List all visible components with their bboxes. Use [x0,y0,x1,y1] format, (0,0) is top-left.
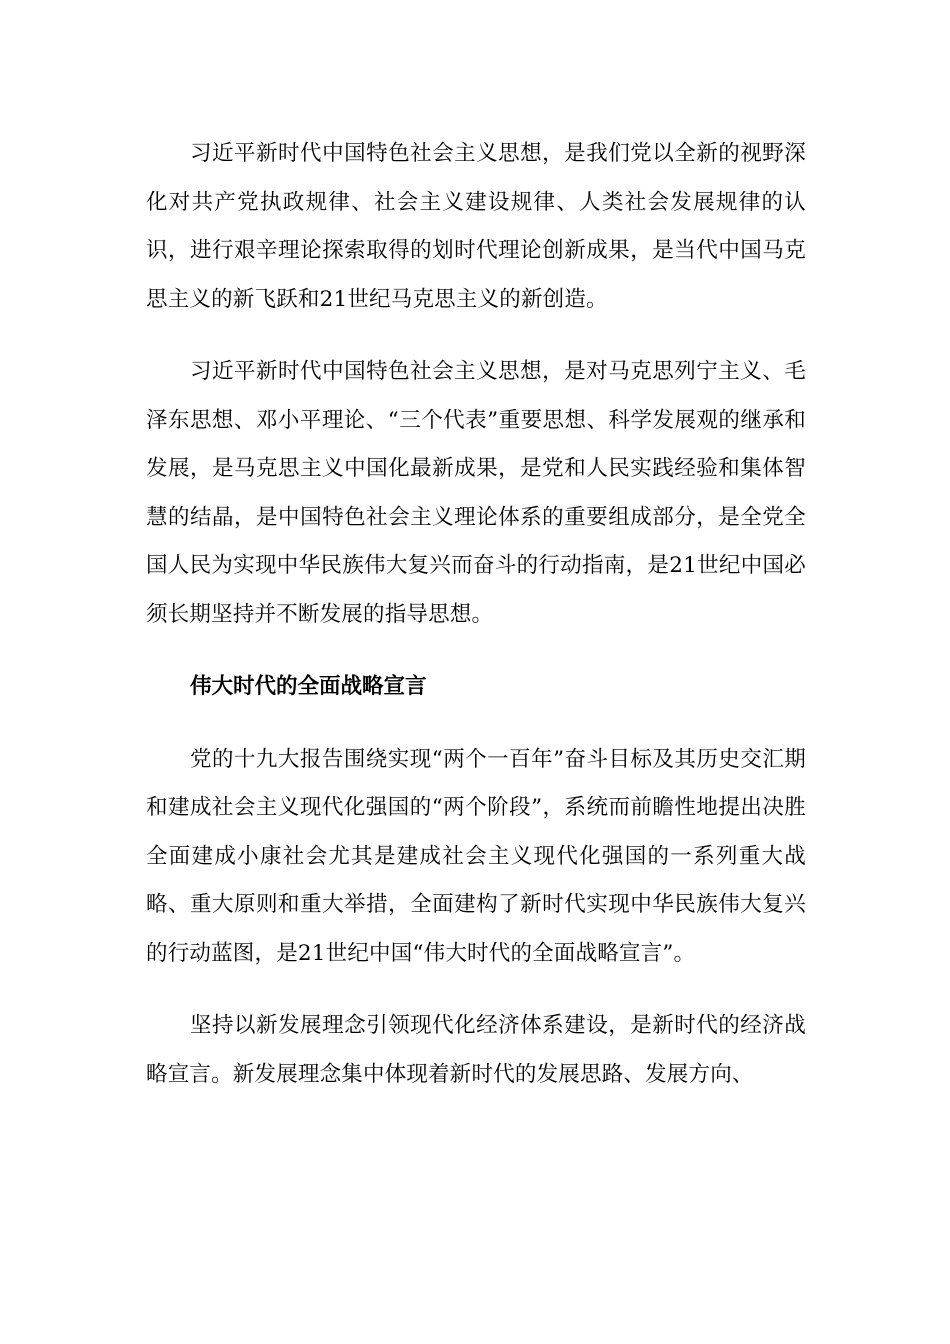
paragraph-4: 坚持以新发展理念引领现代化经济体系建设，是新时代的经济战略宣言。新发展理念集中体现着新时代的发展思路、发展方向、 [146,1013,806,1087]
section-heading: 伟大时代的全面战略宣言 [190,674,427,699]
paragraph-1: 习近平新时代中国特色社会主义思想，是我们党以全新的视野深化对共产党执政规律、社会主义建设规律、人类社会发展规律的认识，进行艰辛理论探索取得的划时代理论创新成果，是当代中国马克思主义的新飞跃和21世纪马克思主义的新创造。 [146,141,806,312]
paragraph-3: 党的十九大报告围绕实现“两个一百年”奋斗目标及其历史交汇期和建成社会主义现代化强国的“两个阶段”，系统而前瞻性地提出决胜全面建成小康社会尤其是建成社会主义现代化强国的一系列重大战略、重大原则和重大举措，全面建构了新时代实现中华民族伟大复兴的行动蓝图，是21世纪中国“伟大时代的全面战略宣言”。 [146,746,806,966]
paragraph-2: 习近平新时代中国特色社会主义思想，是对马克思列宁主义、毛泽东思想、邓小平理论、“三个代表”重要思想、科学发展观的继承和发展，是马克思主义中国化最新成果，是党和人民实践经验和集体智慧的结晶，是中国特色社会主义理论体系的重要组成部分，是全党全国人民为实现中华民族伟大复兴而奋斗的行动指南，是21世纪中国必须长期坚持并不断发展的指导思想。 [146,359,806,627]
document-page [146,130,806,1099]
